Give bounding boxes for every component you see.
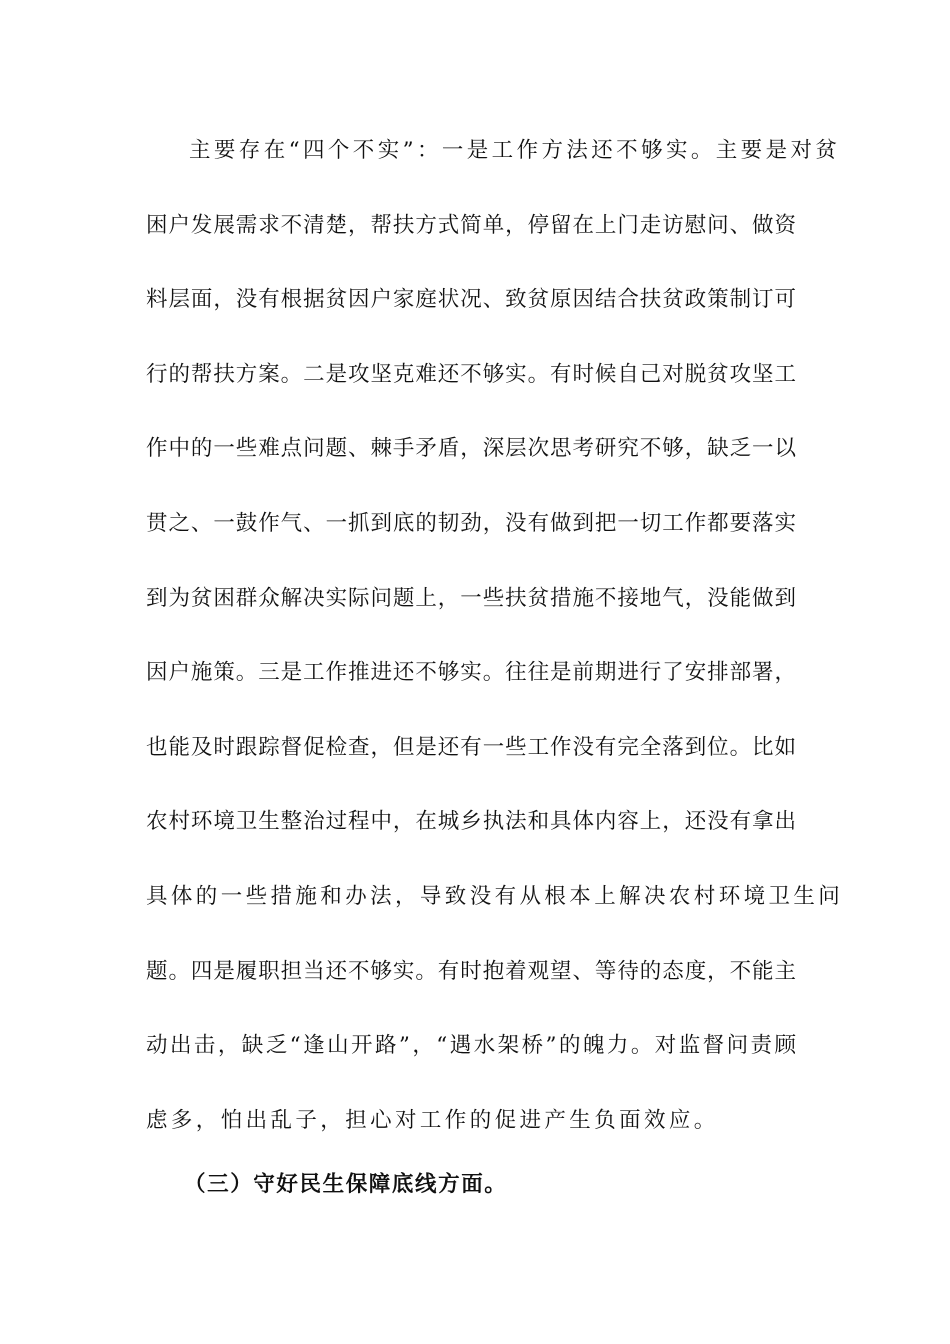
paragraph-line: 到为贫困群众解决实际问题上，一些扶贫措施不接地气，没能做到 — [146, 585, 796, 611]
paragraph-line: 主要存在“四个不实”：一是工作方法还不够实。主要是对贫 — [189, 138, 841, 163]
paragraph-line: 因户施策。三是工作推进还不够实。往往是前期进行了安排部署， — [146, 660, 796, 686]
paragraph-line: 具体的一些措施和办法，导致没有从根本上解决农村环境卫生问 — [146, 883, 844, 909]
paragraph-line: 作中的一些难点问题、棘手矛盾，深层次思考研究不够，缺乏一以 — [146, 436, 796, 462]
paragraph-line: 贯之、一鼓作气、一抓到底的韧劲，没有做到把一切工作都要落实 — [146, 510, 796, 536]
paragraph-line: 动出击，缺乏“逢山开路”，“遇水架桥”的魄力。对监督问责顾 — [146, 1033, 796, 1059]
section-heading: （三）守好民生保障底线方面。 — [184, 1172, 508, 1198]
paragraph-line: 行的帮扶方案。二是攻坚克难还不够实。有时候自己对脱贫攻坚工 — [146, 361, 796, 387]
paragraph-line: 也能及时跟踪督促检查，但是还有一些工作没有完全落到位。比如 — [146, 734, 796, 760]
paragraph-line: 困户发展需求不清楚，帮扶方式简单，停留在上门走访慰问、做资 — [146, 212, 796, 238]
document-body — [146, 132, 844, 1241]
paragraph-line: 题。四是履职担当还不够实。有时抱着观望、等待的态度，不能主 — [146, 958, 796, 984]
paragraph-line: 农村环境卫生整治过程中，在城乡执法和具体内容上，还没有拿出 — [146, 809, 796, 835]
paragraph-line: 料层面，没有根据贫因户家庭状况、致贫原因结合扶贫政策制订可 — [146, 287, 796, 313]
paragraph-line: 虑多，怕出乱子，担心对工作的促进产生负面效应。 — [146, 1107, 719, 1133]
